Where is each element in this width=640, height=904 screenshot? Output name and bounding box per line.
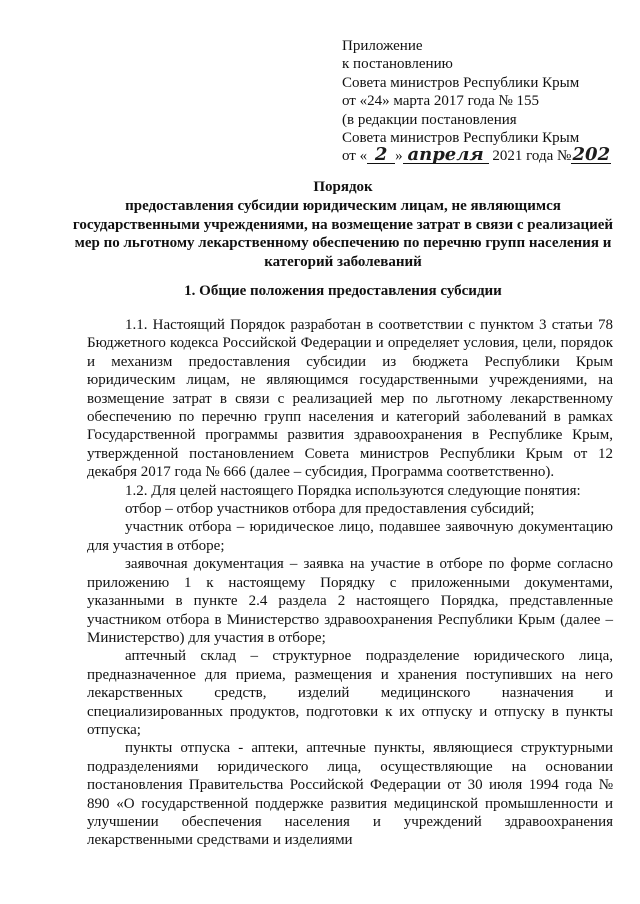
header-line-4: от «24» марта 2017 года № 155 [342, 93, 540, 110]
header-line-1: Приложение [342, 38, 423, 54]
appendix-header [342, 37, 632, 166]
definition-uchastnik: участник отбора – юридическое лицо, подавшее заявочную документацию для участия в отборе; [87, 519, 613, 554]
section-body [87, 316, 613, 850]
header-line-5: (в редакции постановления [342, 111, 517, 128]
header-line-3: Совета министров Республики Крым [342, 74, 580, 91]
date-prefix: от « [342, 148, 368, 165]
definition-zayavochnaya: заявочная документация – заявка на участие в отборе по форме согласно приложению 1 к настоящему Порядку с приложенными документами, указанными в пункте 2.4 раздела 2 настоящего Порядка, представленные участником отбора в Министерство здравоохранения Республики Крым (далее – Министерство) для участия в отборе; [87, 556, 613, 646]
paragraph-1-2: 1.2. Для целей настоящего Порядка используются следующие понятия: [125, 482, 581, 499]
date-mid: » [395, 148, 403, 165]
handwritten-number: 202 [572, 144, 611, 166]
header-line-6: Совета министров Республики Крым [342, 130, 580, 147]
document-title [60, 178, 626, 272]
handwritten-month: апреля [403, 147, 489, 164]
amendment-date-line [342, 144, 632, 166]
handwritten-day: 2 [367, 147, 395, 164]
header-line-2: к постановлению [342, 56, 453, 73]
definition-aptechny-sklad: аптечный склад – структурное подразделение юридического лица, предназначенное для приема, размещения и хранения поступивших на него лекарственных средств, изделий медицинского назначения и специализированных продуктов, подготовки к их отпуску и отпуску в пункты отпуска; [87, 648, 613, 738]
title-subject: предоставления субсидии юридическим лицам, не являющимся государственными учреждениями, на возмещение затрат в связи с реализацией мер по льготному лекарственному обеспечению по перечню групп населения и категорий заболеваний [72, 197, 614, 271]
definition-otbor: отбор – отбор участников отбора для предоставления субсидий; [125, 501, 535, 518]
title-heading: Порядок [313, 179, 373, 195]
section-heading: 1. Общие положения предоставления субсидии [184, 283, 502, 299]
paragraph-1-1: 1.1. Настоящий Порядок разработан в соответствии с пунктом 3 статьи 78 Бюджетного кодекса Российской Федерации и определяет условия, цели, порядок и механизм предоставления субсидии из бюджета Республики Крым юридическим лицам, не являющимся государственными учреждениями, на возмещение затрат в связи с реализацией мер по льготному лекарственному обеспечению по перечню групп населения и категорий заболеваний в рамках Государственной программы развития здравоохранения в Республике Крым, утвержденной постановлением Совета министров Республики Крым от 12 декабря 2017 года № 666 (далее – субсидия, Программа соответственно). [87, 317, 613, 481]
date-year: 2021 года № [488, 148, 572, 165]
definition-punkty-otpuska: пункты отпуска - аптеки, аптечные пункты, являющиеся структурными подразделениями юридического лица, осуществляющие на основании постановления Правительства Российской Федерации от 30 июля 1994 года № 890 «О государственной поддержке развития медицинской промышленности и улучшении обеспечения населения и учреждений здравоохранения лекарственными средствами и изделиями [87, 740, 613, 849]
